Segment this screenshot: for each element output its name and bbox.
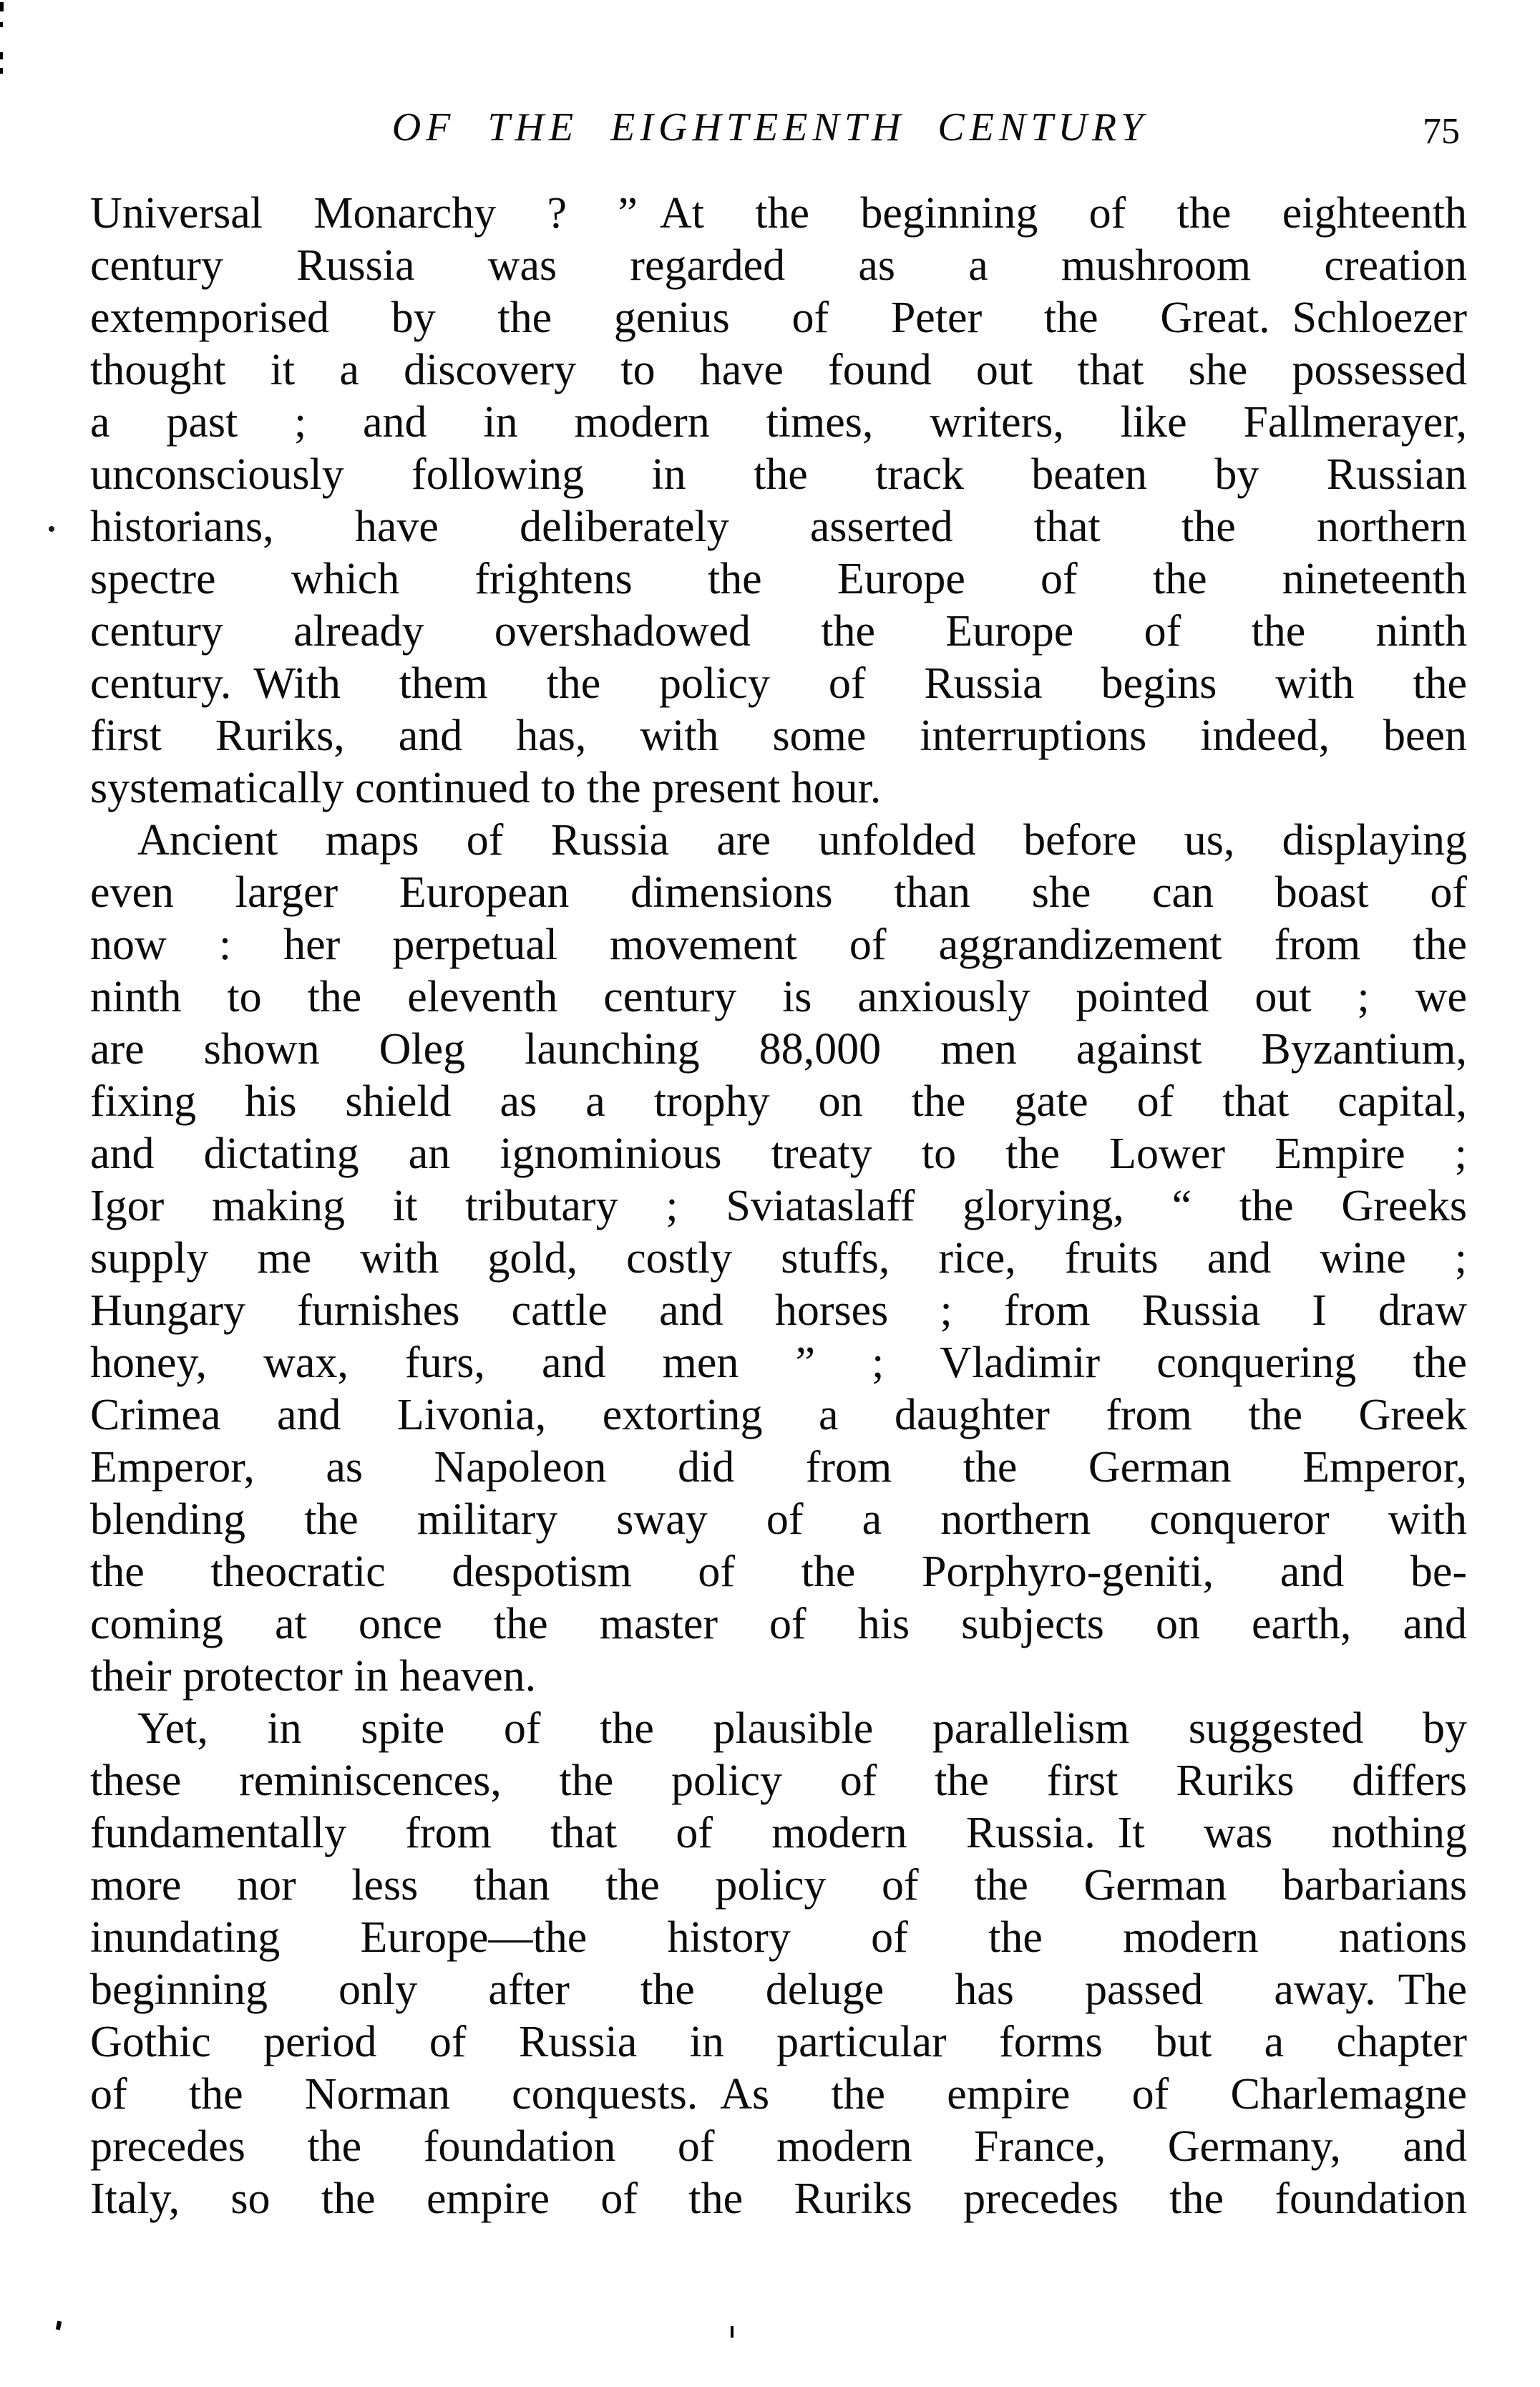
text-line: Ancient maps of Russia are unfolded before us, displaying: [137, 816, 1467, 865]
scan-edge-mark: [0, 2, 4, 11]
text-line: Emperor, as Napoleon did from the German Emperor,: [90, 1443, 1467, 1492]
text-line: systematically continued to the present hour.: [90, 764, 882, 812]
text-line: century already overshadowed the Europe of the ninth: [90, 607, 1467, 656]
text-line: century Russia was regarded as a mushroom creation: [90, 241, 1467, 290]
text-line: Hungary furnishes cattle and horses ; from Russia I draw: [90, 1286, 1467, 1335]
text-line: now : her perpetual movement of aggrandizement from the: [90, 920, 1467, 969]
text-line: their protector in heaven.: [90, 1652, 537, 1701]
scan-speck: [56, 2321, 62, 2330]
text-line: of the Norman conquests. As the empire of Charlemagne: [90, 2070, 1467, 2119]
text-line: beginning only after the deluge has passed away. The: [90, 1965, 1467, 2014]
scan-speck: [49, 526, 54, 532]
text-line: Universal Monarchy ? ” At the beginning of the eighteenth: [90, 189, 1467, 238]
text-line: extemporised by the genius of Peter the Great. Schloezer: [90, 293, 1467, 342]
text-line: first Ruriks, and has, with some interruptions indeed, been: [90, 711, 1467, 760]
text-line: these reminiscences, the policy of the first Ruriks differs: [90, 1756, 1467, 1805]
text-line: Igor making it tributary ; Sviataslaff glorying, “ the Greeks: [90, 1182, 1467, 1230]
text-line: Crimea and Livonia, extorting a daughter from the Greek: [90, 1391, 1467, 1439]
text-line: fundamentally from that of modern Russia. It was nothing: [90, 1809, 1467, 1857]
text-line: blending the military sway of a northern conqueror with: [90, 1495, 1467, 1544]
text-line: the theocratic despotism of the Porphyro-geniti, and be-: [90, 1547, 1467, 1596]
text-line: even larger European dimensions than she can boast of: [90, 868, 1467, 917]
text-line: ninth to the eleventh century is anxiously pointed out ; we: [90, 973, 1467, 1021]
text-line: and dictating an ignominious treaty to the Lower Empire ;: [90, 1129, 1467, 1178]
text-line: fixing his shield as a trophy on the gate of that capital,: [90, 1077, 1467, 1126]
text-line: more nor less than the policy of the German barbarians: [90, 1861, 1467, 1910]
text-line: historians, have deliberately asserted that the northern: [90, 502, 1467, 551]
scan-edge-mark: [0, 68, 3, 74]
text-line: inundating Europe—the history of the modern nations: [90, 1913, 1467, 1962]
page-title: OF THE EIGHTEENTH CENTURY: [391, 105, 1149, 150]
text-line: spectre which frightens the Europe of the nineteenth: [90, 555, 1467, 603]
text-line: coming at once the master of his subjects on earth, and: [90, 1600, 1467, 1648]
body-text: [90, 188, 1467, 2225]
text-line: century. With them the policy of Russia begins with the: [90, 659, 1467, 708]
scan-edge-mark: [0, 52, 3, 59]
text-line: are shown Oleg launching 88,000 men against Byzantium,: [90, 1025, 1467, 1074]
text-line: unconsciously following in the track beaten by Russian: [90, 450, 1467, 499]
text-line: Italy, so the empire of the Ruriks precedes the foundation: [90, 2174, 1467, 2223]
text-line: Yet, in spite of the plausible parallelism suggested by: [137, 1704, 1467, 1753]
running-head: [0, 104, 1540, 157]
scan-speck: [731, 2326, 734, 2338]
scan-edge-mark: [0, 22, 3, 27]
text-line: thought it a discovery to have found out that she possessed: [90, 346, 1467, 394]
text-line: precedes the foundation of modern France, Germany, and: [90, 2122, 1467, 2171]
page-number: 75: [1423, 111, 1460, 152]
text-line: Gothic period of Russia in particular forms but a chapter: [90, 2018, 1467, 2066]
text-line: supply me with gold, costly stuffs, rice, fruits and wine ;: [90, 1234, 1467, 1283]
text-line: a past ; and in modern times, writers, like Fallmerayer,: [90, 398, 1467, 447]
text-line: honey, wax, furs, and men ” ; Vladimir conquering the: [90, 1338, 1467, 1387]
